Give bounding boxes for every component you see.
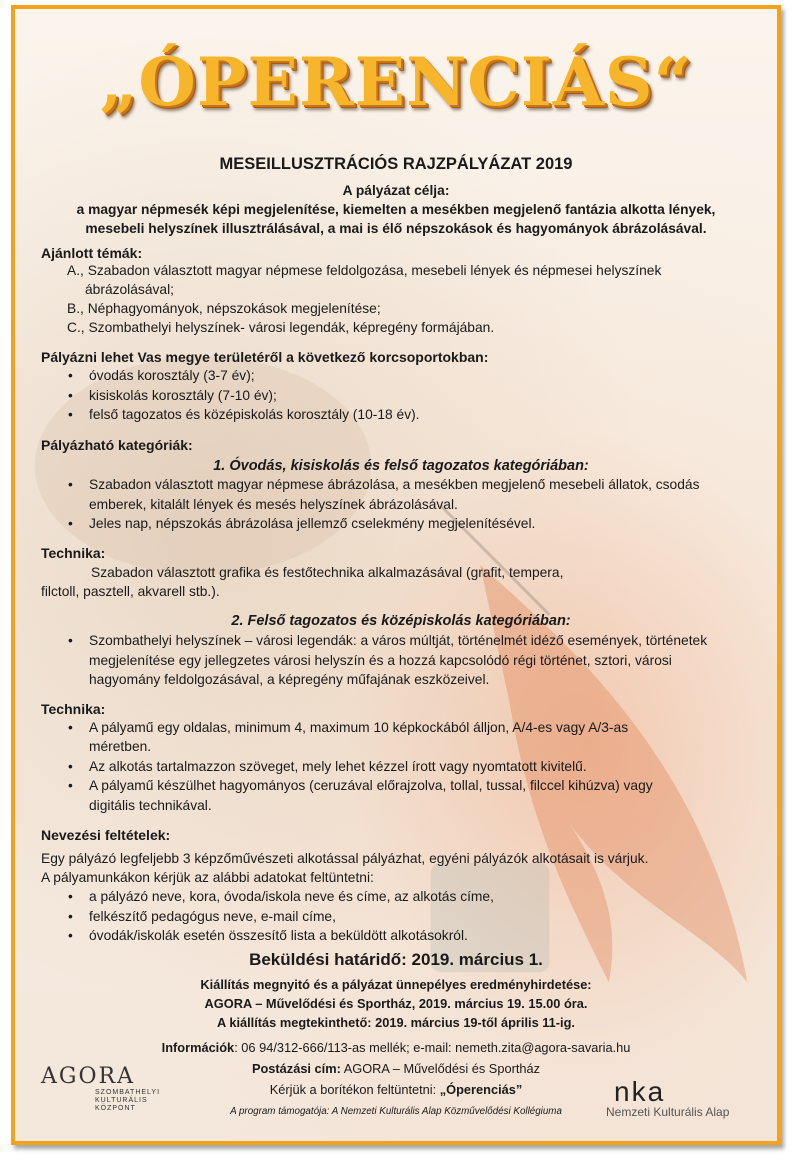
technique-item: • A pályamű készülhet hagyományos (ceruzával előrajzolva, tollal, tussal, filccel kihúzva) vagy digitális technikával. — [41, 776, 661, 815]
goal-heading: A pályázat célja: — [342, 183, 450, 198]
info-line — [15, 1037, 777, 1058]
envelope-text: Kérjük a borítékon feltüntetni: — [269, 1082, 440, 1097]
topic-item: A., Szabadon választott magyar népmese feldolgozása, mesebeli lények és népmesei helyszínek — [67, 263, 662, 278]
support-note: A program támogatója: A Nemzeti Kulturális Alap Közművelődési Kollégiuma — [230, 1106, 562, 1117]
entry-heading: Nevezési feltételek: — [41, 827, 171, 843]
entry-text: A pályamunkákon kérjük az alábbi adatokat feltüntetni: — [41, 870, 374, 885]
deadline: Beküldési határidő: 2019. március 1. — [249, 950, 543, 969]
poster-subtitle: MESEILLUSZTRÁCIÓS RAJZPÁLYÁZAT 2019 — [219, 155, 573, 173]
category-1-item: • Jeles nap, népszokás ábrázolása jellemző cselekmény megjelenítésével. — [41, 514, 731, 534]
categories-heading: Pályázható kategóriák: — [41, 437, 193, 453]
category-2-title: 2. Felső tagozatos és középiskolás kategóriában: — [231, 613, 571, 629]
entry-item: • óvodák/iskolák esetén összesítő lista a beküldött alkotásokról. — [41, 926, 761, 946]
technique-item: • Az alkotás tartalmazzon szöveget, mely lehet kézzel írott vagy nyomtatott kivitelű. — [41, 757, 661, 777]
age-item: • kisiskolás korosztály (7-10 év); — [41, 386, 761, 406]
technique-text: Szabadon választott grafika és festőtechnika alkalmazásával (grafit, tempera, — [91, 564, 564, 580]
goal-line: a magyar népmesék képi megjelenítése, kiemelten a mesékben megjelenő fantázia alkotta lények, — [76, 202, 716, 217]
technique-heading: Technika: — [41, 700, 106, 717]
agora-subtitle: SZOMBATHELYI — [95, 1089, 161, 1096]
entry-item: • felkészítő pedagógus neve, e-mail címe, — [41, 907, 761, 927]
exhibition-text: AGORA – Művelődési és Sportház, 2019. március 19. 15.00 óra. — [204, 996, 588, 1011]
agora-subtitle: KÖZPONT — [95, 1105, 136, 1112]
topic-item: ábrázolásával; — [85, 282, 174, 297]
technique-item: • A pályamű egy oldalas, minimum 4, maximum 10 képkockából álljon, A/4-es vagy A/3-as méretben. — [41, 718, 661, 757]
entry-item: • a pályázó neve, kora, óvoda/iskola neve és címe, az alkotás címe, — [41, 887, 761, 907]
postal-text: AGORA – Művelődési és Sportház — [340, 1061, 541, 1076]
poster-title: „ÓPERENCIÁS“ — [99, 43, 693, 121]
info-label: Információk — [161, 1040, 235, 1055]
agora-logo — [41, 1064, 160, 1113]
exhibition-text: Kiállítás megnyitó és a pályázat ünnepélyes eredményhirdetése: — [200, 977, 592, 992]
topics-heading: Ajánlott témák: — [41, 245, 143, 261]
age-item: • felső tagozatos és középiskolás korosztály (10-18 év). — [41, 405, 761, 425]
category-1-title: 1. Óvodás, kisiskolás és felső tagozatos kategóriában: — [213, 458, 589, 474]
agora-wordmark: AGORA — [41, 1064, 135, 1089]
envelope-value: „Óperenciás” — [439, 1082, 523, 1097]
nka-subtitle: Nemzeti Kulturális Alap — [606, 1105, 730, 1119]
technique-text: filctoll, pasztell, akvarell stb.). — [41, 583, 220, 599]
nka-logo — [606, 1076, 730, 1119]
ages-heading: Pályázni lehet Vas megye területéről a következő korcsoportokban: — [41, 349, 489, 365]
technique-heading: Technika: — [41, 544, 106, 561]
exhibition-text: A kiállítás megtekinthető: 2019. március 19-től április 11-ig. — [217, 1015, 575, 1030]
age-item: • óvodás korosztály (3-7 év); — [41, 366, 761, 386]
info-text: : 06 94/312-666/113-as mellék; e-mail: nemeth.zita@agora-savaria.hu — [234, 1040, 631, 1055]
entry-text: Egy pályázó legfeljebb 3 képzőművészeti alkotással pályázhat, egyéni pályázók alkotásait is várjuk. — [41, 851, 649, 866]
nka-wordmark: nka — [614, 1076, 666, 1107]
agora-subtitle: KULTURÁLIS — [95, 1097, 148, 1104]
topic-item: B., Néphagyományok, népszokások megjelenítése; — [67, 301, 381, 316]
goal-line: mesebeli helyszínek illusztrálásával, a mai is élő népszokások és hagyományok ábrázolásával. — [85, 221, 707, 236]
category-2-item: • Szombathelyi helyszínek – városi legendák: a város múltját, történelmét idéző események, történetek megjelenítése egy jellegzetes városi helyszín és a hozzá kapcsolódó régi történet, sztori, városi hagyomány feldolgozásával, a képregény műfajának eszközeivel. — [41, 631, 731, 690]
category-1-item: • Szabadon választott magyar népmese ábrázolása, a mesékben megjelenő mesebeli állatok, csodás emberek, kitalált lények és mesés helyszínek ábrázolásával. — [41, 475, 731, 514]
poster-frame — [11, 5, 781, 1145]
postal-label: Postázási cím: — [251, 1061, 341, 1076]
topic-item: C., Szombathelyi helyszínek- városi legendák, képregény formájában. — [67, 320, 495, 335]
